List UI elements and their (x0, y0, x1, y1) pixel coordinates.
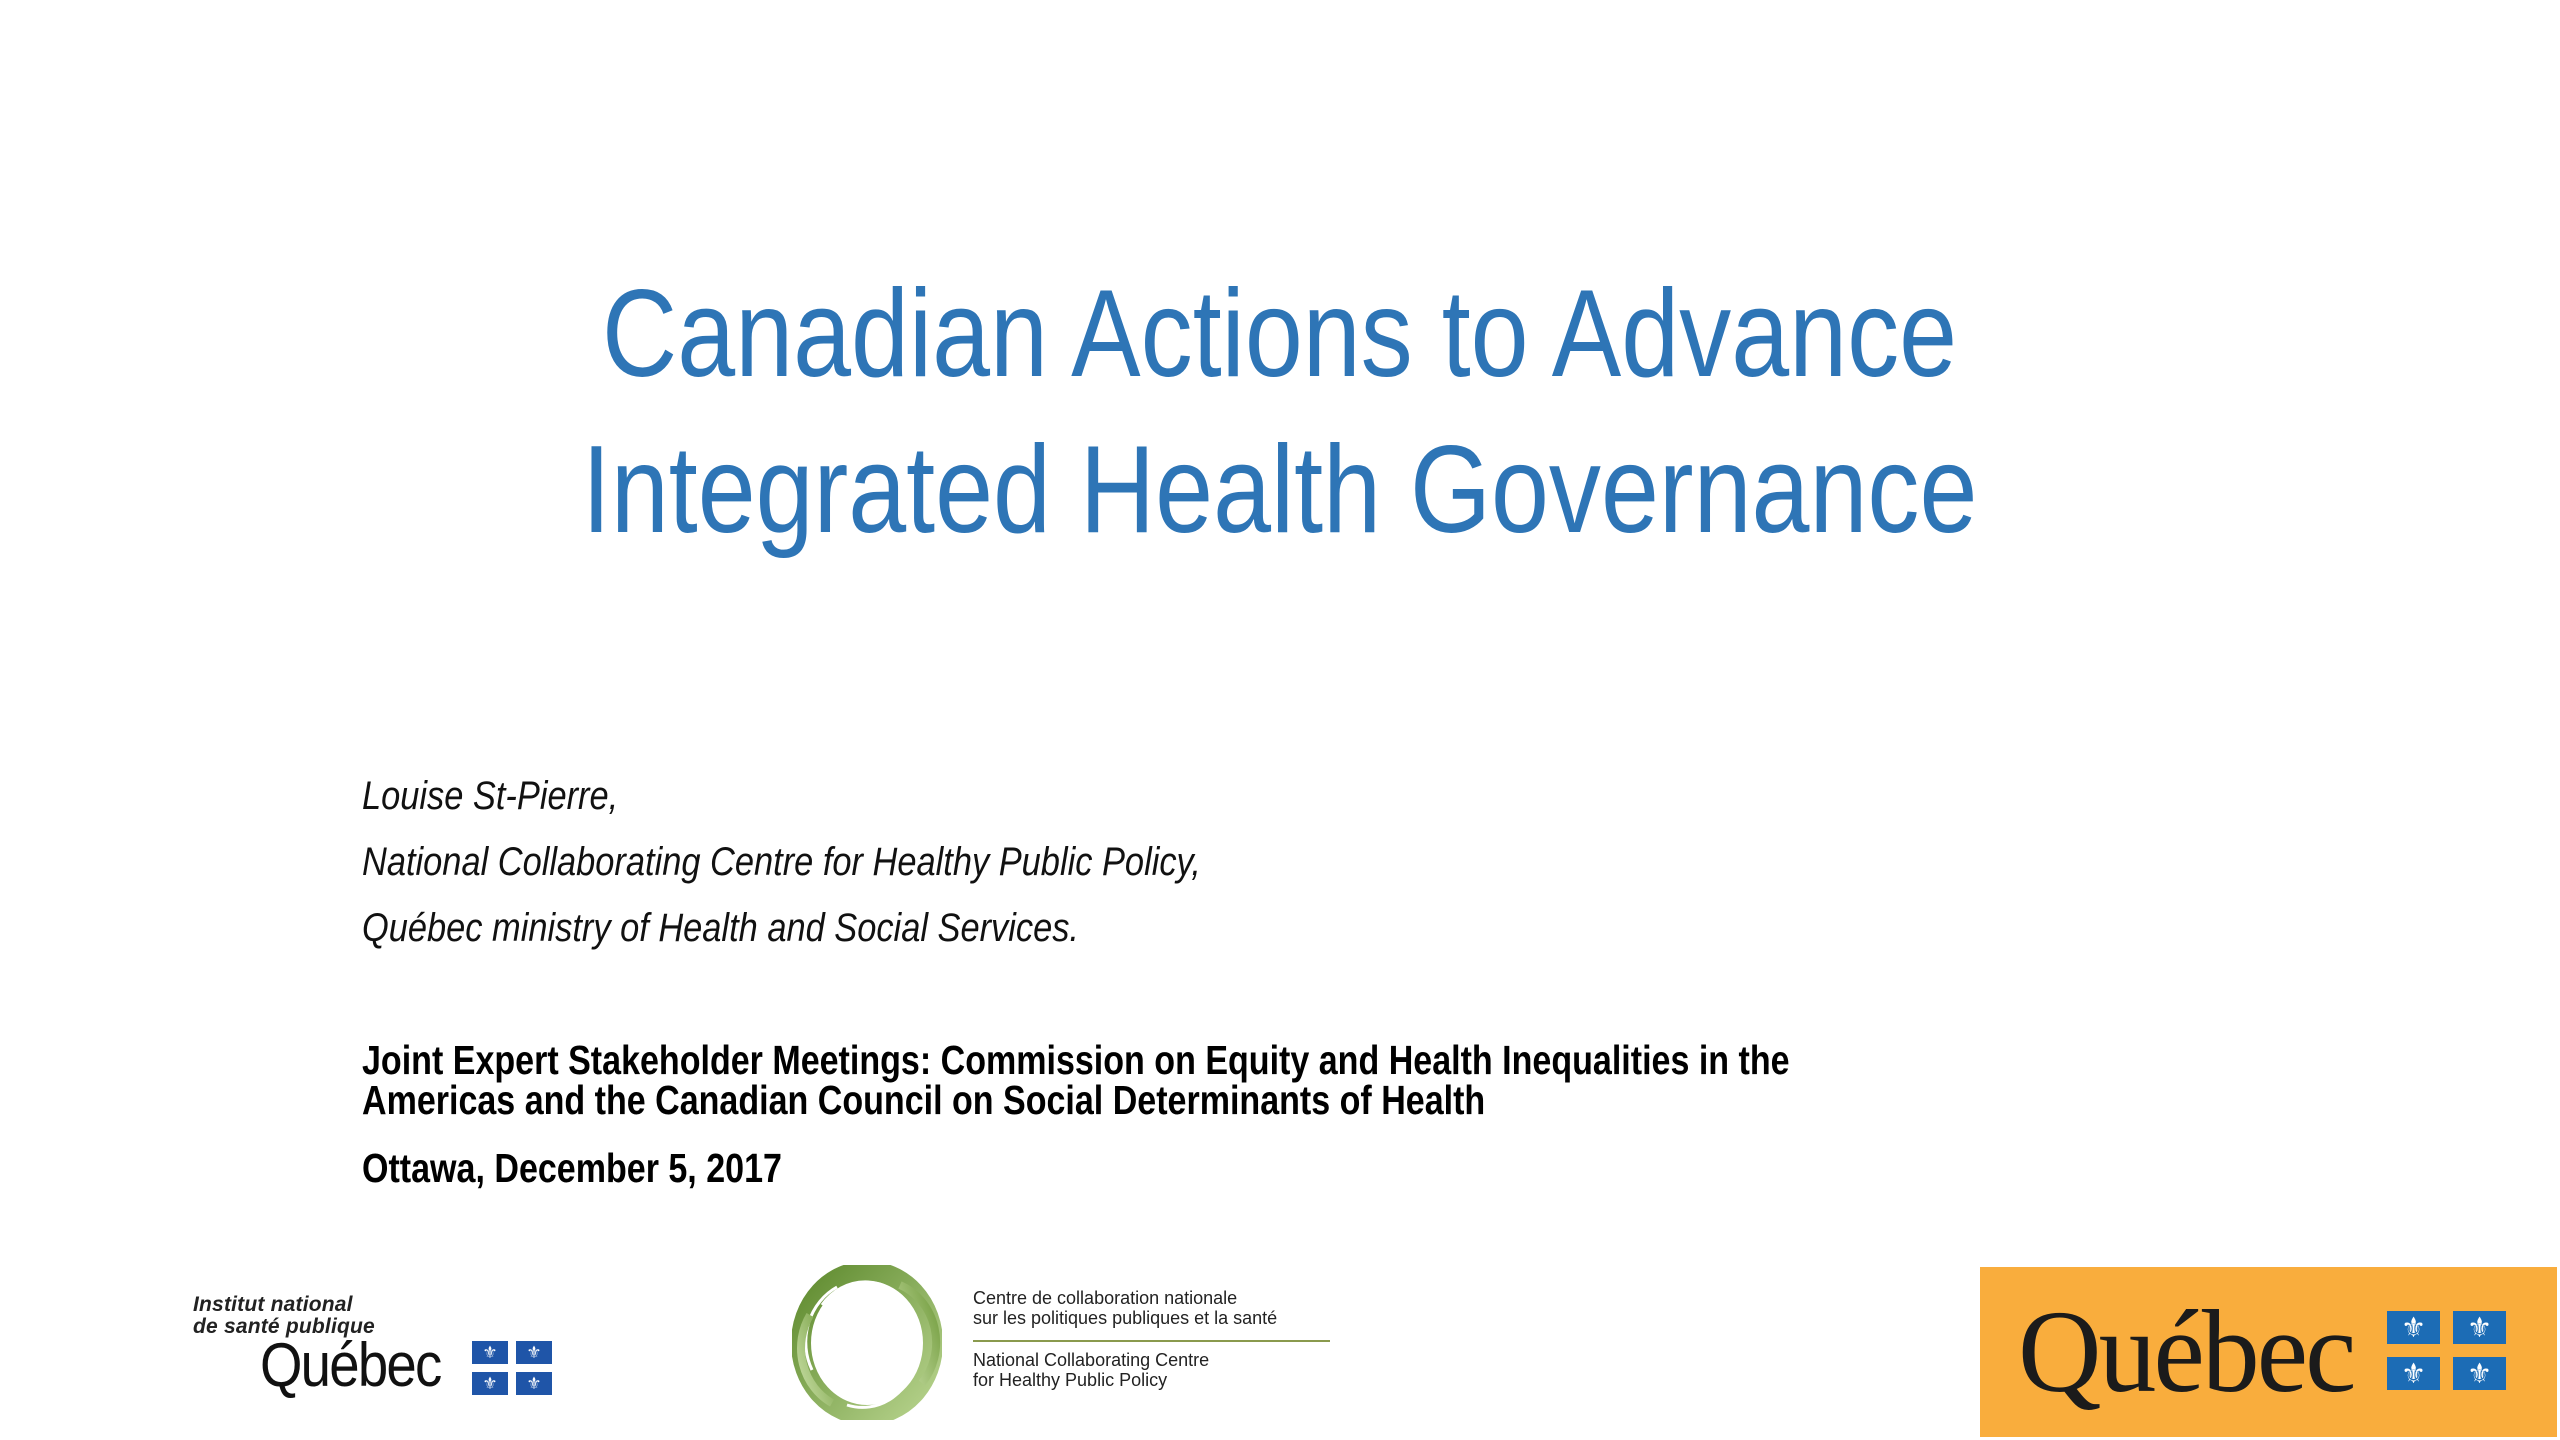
event-location-date: Ottawa, December 5, 2017 (362, 1145, 782, 1191)
inspq-logo (180, 1285, 570, 1415)
fleur-de-lis-icon: ⚜ (516, 1372, 552, 1395)
fleur-de-lis-icon: ⚜ (516, 1341, 552, 1364)
author-name: Louise St-Pierre, (362, 774, 619, 818)
ncchpp-en-line-2: for Healthy Public Policy (973, 1370, 1168, 1390)
inspq-logo-line-2: de santé publique (193, 1315, 375, 1338)
ncchpp-logo (780, 1255, 1340, 1430)
inspq-logo-line-1: Institut national (193, 1293, 353, 1316)
event-title-line-1: Joint Expert Stakeholder Meetings: Commission on Equity and Health Inequalities in the (362, 1037, 1790, 1083)
slide-title-line-1 (0, 265, 2560, 403)
quebec-wordmark: Québec (2018, 1286, 2354, 1417)
author-affiliation-1: National Collaborating Centre for Healthy Public Policy, (362, 840, 1201, 884)
swirl-ring-icon (792, 1265, 942, 1420)
quebec-flag-icon (472, 1341, 554, 1395)
ncchpp-fr-line-2: sur les politiques publiques et la santé (973, 1308, 1278, 1328)
title-line-2-text: Integrated Health Governance (582, 421, 1978, 559)
fleur-de-lis-icon: ⚜ (2453, 1357, 2506, 1390)
fleur-de-lis-icon: ⚜ (472, 1341, 508, 1364)
fleur-de-lis-icon: ⚜ (2453, 1311, 2506, 1344)
fleur-de-lis-icon: ⚜ (2387, 1357, 2440, 1390)
inspq-quebec-wordmark: Québec (260, 1331, 441, 1400)
ncchpp-en-line-1: National Collaborating Centre (973, 1350, 1210, 1370)
ncchpp-fr-line-1: Centre de collaboration nationale (973, 1288, 1238, 1308)
fleur-de-lis-icon: ⚜ (2387, 1311, 2440, 1344)
event-title-line-2: Americas and the Canadian Council on Social Determinants of Health (362, 1077, 1486, 1123)
title-line-1-text: Canadian Actions to Advance (602, 265, 1958, 403)
author-affiliation-2: Québec ministry of Health and Social Services. (362, 906, 1079, 950)
quebec-flag-icon (2387, 1311, 2507, 1391)
slide-title-line-2 (0, 421, 2560, 559)
ncchpp-divider (973, 1340, 1330, 1342)
gouvernement-quebec-logo (1980, 1267, 2557, 1437)
fleur-de-lis-icon: ⚜ (472, 1372, 508, 1395)
